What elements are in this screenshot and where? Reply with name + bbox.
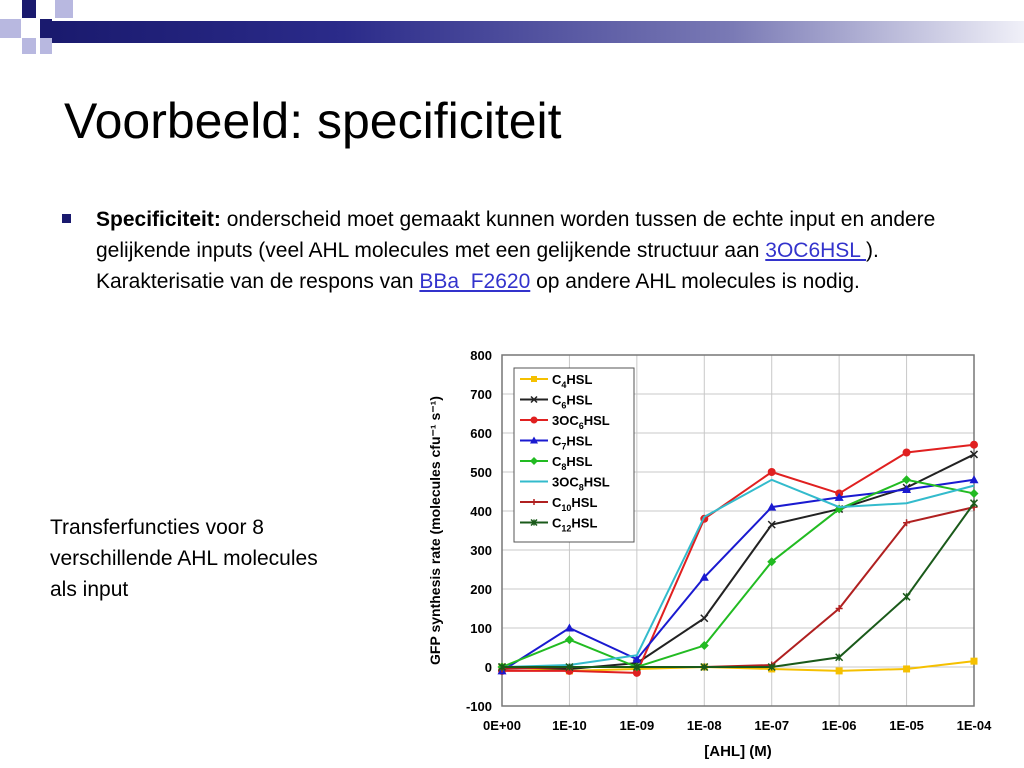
y-tick-label: 300	[470, 543, 492, 558]
y-tick-label: 0	[484, 660, 492, 675]
data-point	[565, 635, 574, 644]
y-tick-label: 500	[470, 465, 492, 480]
x-tick-label: 1E-07	[754, 718, 790, 733]
bullet-point	[62, 204, 942, 297]
y-axis-label: GFP synthesis rate (molecules cfu⁻¹ s⁻¹)	[427, 396, 443, 665]
data-point	[970, 441, 978, 449]
legend-label: $C_{10}HSL$	[552, 495, 598, 513]
legend-label: $C_7HSL$	[552, 433, 593, 452]
x-tick-label: 1E-10	[552, 718, 587, 733]
square-bullet-icon	[62, 214, 71, 223]
x-tick-label: 1E-09	[619, 718, 655, 733]
chart-caption: Transferfuncties voor 8 verschillende AHL molecules als input	[50, 516, 318, 601]
bullet-bold-term: Specificiteit:	[96, 208, 221, 231]
x-tick-label: 0E+00	[483, 718, 521, 733]
data-point	[970, 489, 979, 498]
legend-label: $C_4HSL$	[552, 372, 593, 390]
y-tick-label: 800	[470, 348, 492, 363]
data-point	[971, 658, 978, 665]
data-point	[768, 468, 776, 476]
bullet-text-part1: onderscheid moet gemaakt kunnen worden tussen de echte input en andere gelijkende inputs (veel AHL molecules met een gelijkende structuur aan	[96, 208, 936, 262]
data-point	[902, 475, 911, 484]
legend	[514, 368, 634, 542]
y-tick-label: -100	[465, 699, 492, 714]
legend-label: $C_8HSL$	[552, 454, 593, 472]
transfer-function-chart	[410, 340, 1024, 768]
link-bba-f2620[interactable]: BBa_F2620	[419, 270, 531, 293]
x-tick-labels	[483, 718, 992, 733]
bullet-text-part2: ). Karakterisatie van de respons van	[96, 239, 879, 293]
x-tick-label: 1E-06	[821, 718, 857, 733]
x-tick-label: 1E-04	[956, 718, 992, 733]
data-point	[903, 593, 910, 600]
data-point	[903, 449, 911, 457]
y-tick-label: 400	[470, 504, 492, 519]
y-tick-label: 200	[470, 582, 492, 597]
y-tick-label: 700	[470, 387, 492, 402]
y-tick-label: 100	[470, 621, 492, 636]
data-point	[971, 500, 978, 507]
legend-label: $C_6HSL$	[552, 392, 593, 411]
legend-label: $3OC_8HSL$	[552, 474, 610, 493]
data-point	[836, 667, 843, 674]
x-axis-label: [AHL] (M)	[704, 743, 772, 760]
data-point	[531, 376, 537, 382]
slide-title: Voorbeeld: specificiteit	[64, 93, 562, 149]
bullet-text	[96, 204, 942, 297]
x-tick-label: 1E-08	[686, 718, 722, 733]
x-tick-label: 1E-05	[889, 718, 924, 733]
link-3oc6hsl[interactable]: 3OC6HSL	[765, 239, 867, 262]
data-point	[903, 665, 910, 672]
title-bar-gradient	[52, 21, 1024, 43]
y-tick-labels	[466, 348, 492, 714]
y-tick-label: 600	[470, 426, 492, 441]
legend-label: $3OC_6HSL$	[552, 413, 610, 431]
legend-label: $C_{12}HSL$	[552, 515, 598, 534]
data-point	[531, 417, 538, 424]
bullet-text-part3: op andere AHL molecules is nodig.	[530, 270, 860, 293]
